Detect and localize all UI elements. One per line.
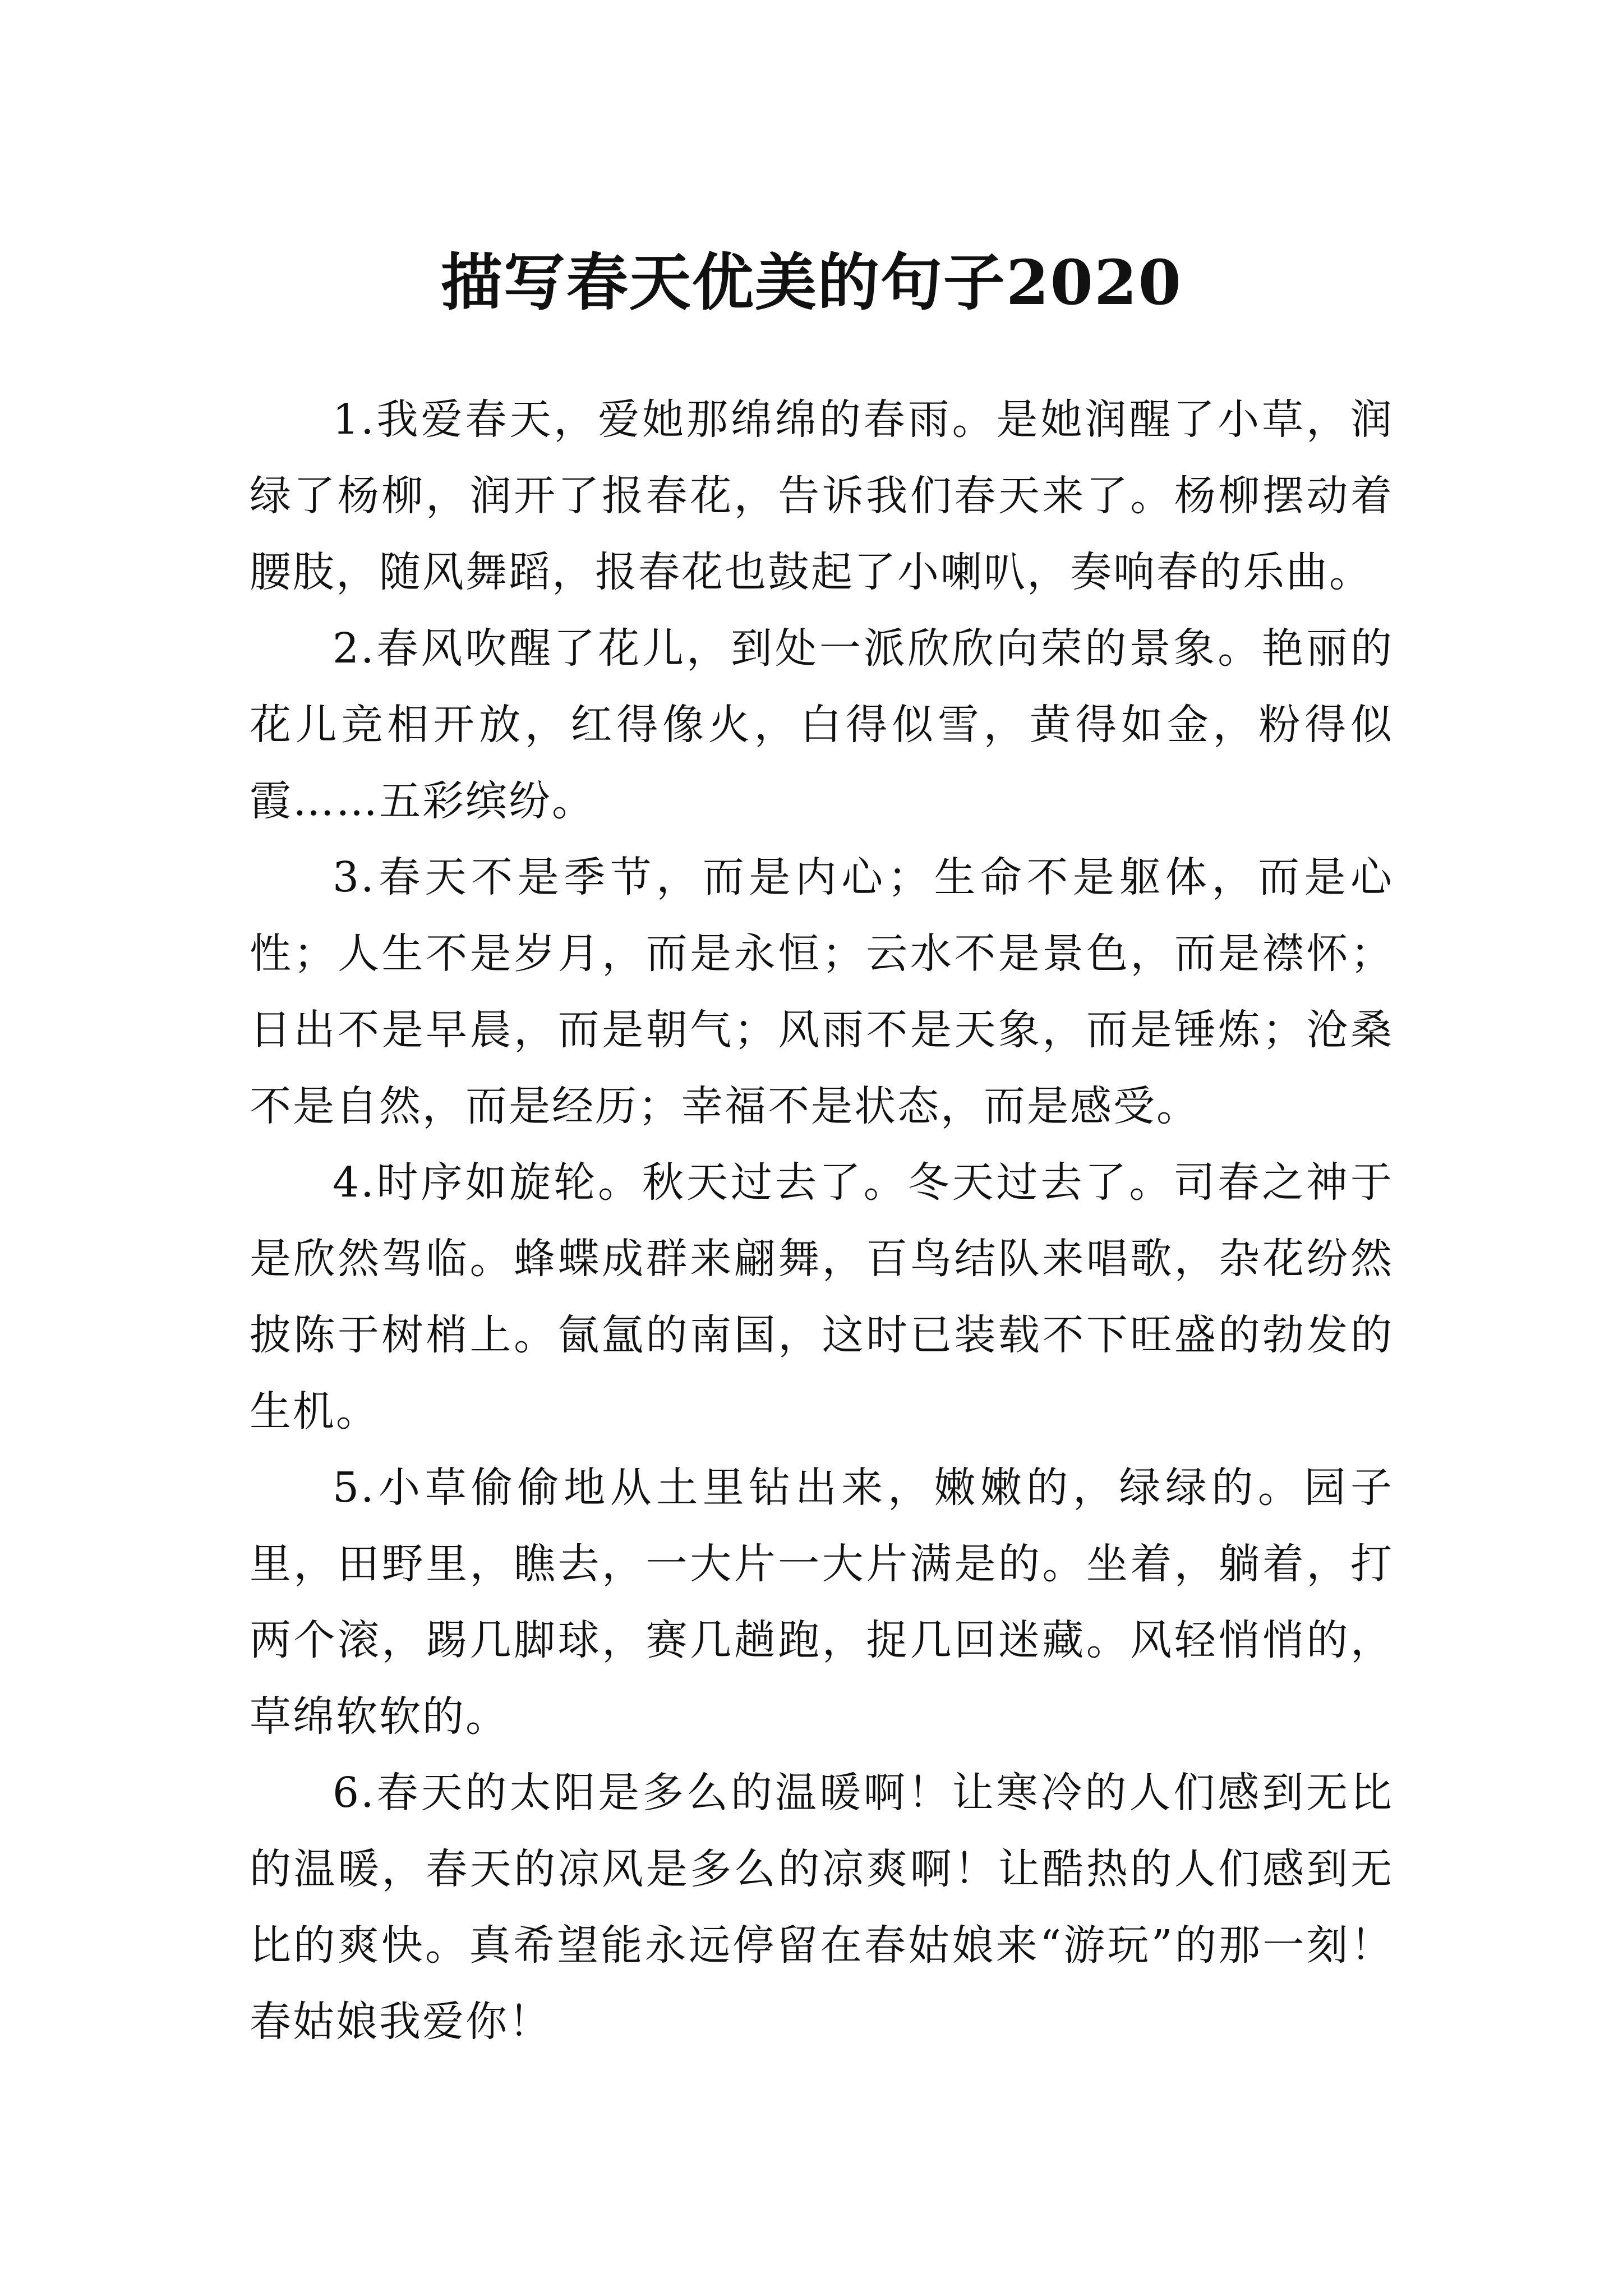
paragraph-6: 6.春天的太阳是多么的温暖啊！让寒冷的人们感到无比的温暖，春天的凉风是多么的凉爽啊！让酷热的人们感到无比的爽快。真希望能永远停留在春姑娘来“游玩”的那一刻！春姑娘我爱你！	[250, 1769, 1394, 2046]
document-body	[250, 381, 1394, 2060]
paragraph-4: 4.时序如旋轮。秋天过去了。冬天过去了。司春之神于是欣然驾临。蜂蝶成群来翩舞，百鸟结队来唱歌，杂花纷然披陈于树梢上。氤氲的南国，这时已装载不下旺盛的勃发的生机。	[250, 1158, 1394, 1435]
document-title: 描写春天优美的句子2020	[440, 246, 1183, 319]
paragraph-5: 5.小草偷偷地从土里钻出来，嫩嫩的，绿绿的。园子里，田野里，瞧去，一大片一大片满是的。坐着，躺着，打两个滚，踢几脚球，赛几趟跑，捉几回迷藏。风轻悄悄的，草绵软软的。	[250, 1464, 1394, 1741]
paragraph-2: 2.春风吹醒了花儿，到处一派欣欣向荣的景象。艳丽的花儿竞相开放，红得像火，白得似雪，黄得如金，粉得似霞……五彩缤纷。	[250, 624, 1394, 825]
paragraph-1: 1.我爱春天，爱她那绵绵的春雨。是她润醒了小草，润绿了杨柳，润开了报春花，告诉我们春天来了。杨柳摆动着腰肢，随风舞蹈，报春花也鼓起了小喇叭，奏响春的乐曲。	[250, 395, 1394, 596]
paragraph-3: 3.春天不是季节，而是内心；生命不是躯体，而是心性；人生不是岁月，而是永恒；云水不是景色，而是襟怀；日出不是早晨，而是朝气；风雨不是天象，而是锤炼；沧桑不是自然，而是经历；幸福不是状态，而是感受。	[250, 853, 1394, 1130]
